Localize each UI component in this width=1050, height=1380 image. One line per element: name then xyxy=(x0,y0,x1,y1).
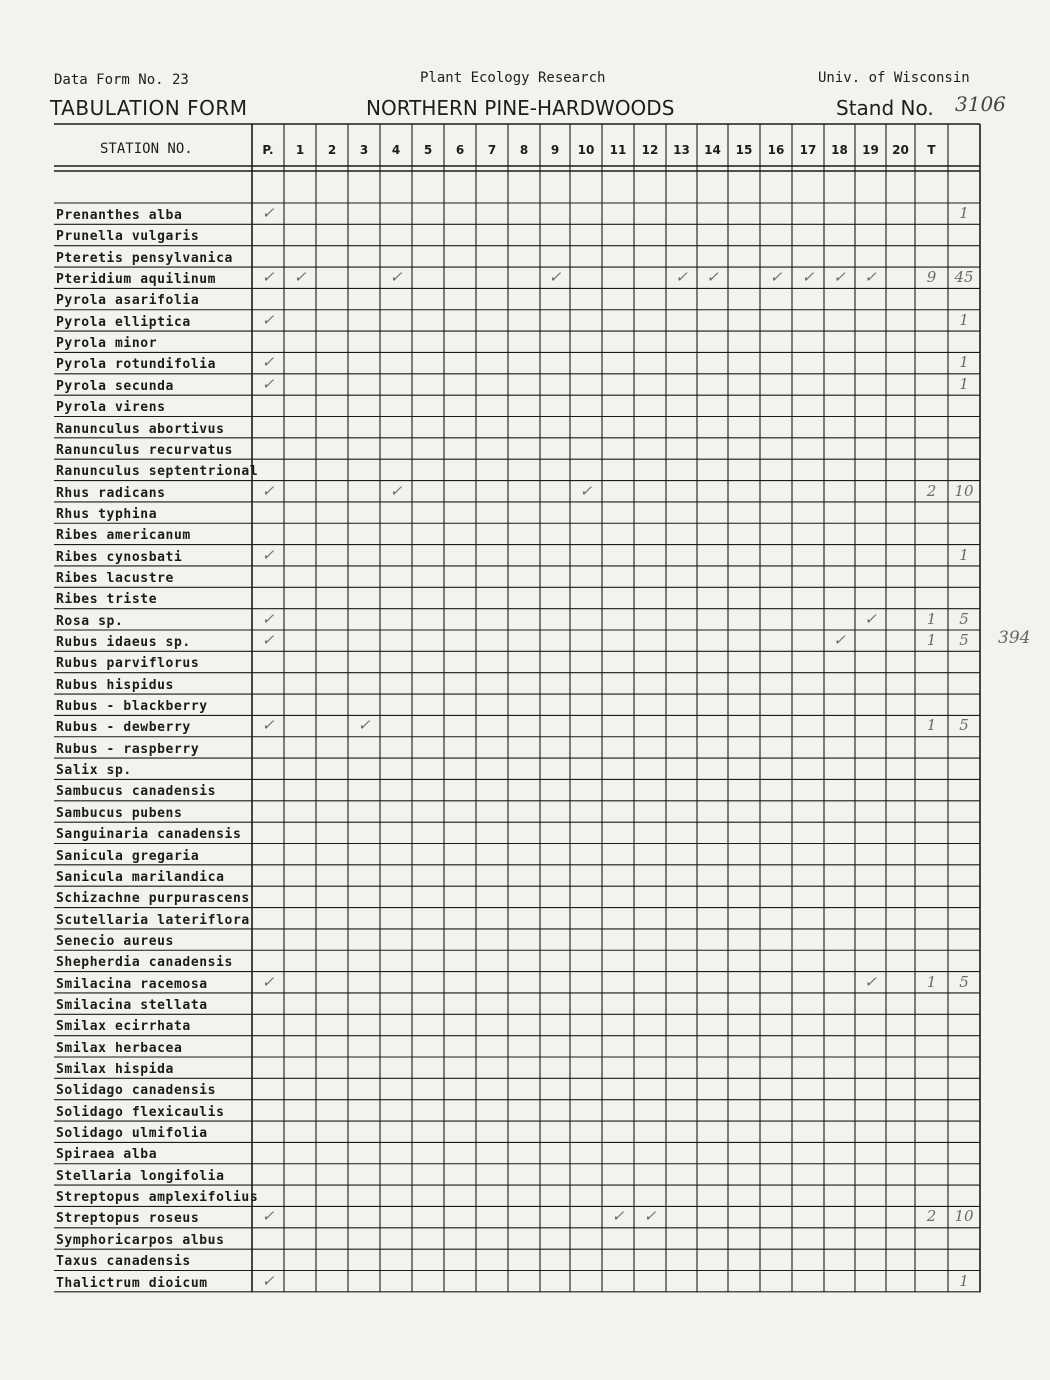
table-row xyxy=(56,886,252,907)
column-header: 2 xyxy=(327,143,337,157)
column-header: 19 xyxy=(862,143,879,157)
table-row xyxy=(56,651,252,672)
frequency-value: 10 xyxy=(954,1207,974,1226)
total-count: 1 xyxy=(926,716,937,735)
frequency-value: 5 xyxy=(959,972,969,991)
table-row xyxy=(56,331,252,352)
species-name: Pteretis pensylvanica xyxy=(56,250,233,266)
table-row xyxy=(56,438,252,459)
table-row xyxy=(56,1185,259,1206)
frequency-value: 1 xyxy=(959,310,969,329)
species-name: Symphoricarpos albus xyxy=(56,1232,225,1248)
species-name: Pyrola virens xyxy=(56,400,166,416)
table-row xyxy=(56,908,252,929)
table-row xyxy=(56,1164,252,1185)
species-name: Rubus parviflorus xyxy=(56,656,200,672)
frequency-value: 5 xyxy=(959,609,969,628)
table-row xyxy=(56,929,252,950)
table-row xyxy=(56,1228,252,1249)
table-row xyxy=(56,673,252,694)
column-header: 14 xyxy=(704,143,721,157)
table-row xyxy=(56,459,259,480)
species-name: Taxus canadensis xyxy=(56,1254,191,1270)
species-name: Rubus - dewberry xyxy=(56,720,191,736)
column-header: 5 xyxy=(423,143,433,157)
column-header: 6 xyxy=(455,143,465,157)
species-name: Rubus - raspberry xyxy=(56,741,200,757)
species-name: Smilacina stellata xyxy=(56,997,208,1013)
species-name: Spiraea alba xyxy=(56,1147,158,1163)
table-row xyxy=(56,224,252,245)
table-row xyxy=(56,587,252,608)
check-mark: ✓ xyxy=(261,310,275,329)
check-mark: ✓ xyxy=(261,631,275,649)
table-row xyxy=(56,523,252,544)
column-header: 17 xyxy=(799,143,817,157)
species-name: Scutellaria lateriflora xyxy=(56,912,250,928)
table-row xyxy=(56,545,252,566)
check-mark: ✓ xyxy=(261,1207,275,1226)
species-name: Rosa sp. xyxy=(56,613,124,629)
check-mark: ✓ xyxy=(801,268,815,287)
species-name: Pteridium aquilinum xyxy=(56,272,217,288)
institution-label: Plant Ecology Research xyxy=(420,70,606,86)
species-name: Ranunculus abortivus xyxy=(56,421,225,437)
column-header: 8 xyxy=(519,143,529,157)
check-mark: ✓ xyxy=(261,545,275,564)
column-header: 20 xyxy=(892,143,909,157)
table-row xyxy=(56,972,252,993)
stand-number-label: Stand No. xyxy=(836,96,934,120)
column-header: 1 xyxy=(295,143,305,157)
table-row xyxy=(56,630,252,651)
check-mark: ✓ xyxy=(706,268,719,287)
table-row xyxy=(56,715,252,736)
total-count: 9 xyxy=(926,268,937,287)
species-name: Sanguinaria canadensis xyxy=(56,827,242,843)
table-row xyxy=(56,758,252,779)
species-name: Sanicula gregaria xyxy=(56,848,200,864)
table-row xyxy=(56,1271,252,1292)
check-mark: ✓ xyxy=(261,204,275,222)
table-row xyxy=(56,1100,252,1121)
table-row xyxy=(56,1014,252,1035)
table-row xyxy=(56,822,252,843)
column-header: 7 xyxy=(487,143,497,157)
species-name: Pyrola elliptica xyxy=(56,314,191,330)
table-row xyxy=(56,203,252,224)
table-row xyxy=(56,417,252,438)
total-count: 1 xyxy=(926,972,937,991)
column-header: 15 xyxy=(735,143,753,157)
species-name: Rubus idaeus sp. xyxy=(56,635,191,650)
species-name: Thalictrum dioicum xyxy=(56,1275,208,1291)
species-name: Smilax hispida xyxy=(56,1062,174,1077)
table-row xyxy=(56,950,252,971)
table-row xyxy=(56,502,252,523)
species-name: Pyrola asarifolia xyxy=(56,293,200,309)
check-mark: ✓ xyxy=(864,268,877,287)
check-mark: ✓ xyxy=(833,268,846,287)
table-row xyxy=(56,310,252,331)
check-mark: ✓ xyxy=(293,268,307,287)
form-title: TABULATION FORM xyxy=(50,96,248,120)
species-name: Pyrola minor xyxy=(56,336,158,352)
frequency-value: 1 xyxy=(959,353,969,372)
column-header: P. xyxy=(262,143,274,157)
column-header: 4 xyxy=(391,143,401,157)
check-mark: ✓ xyxy=(261,972,275,991)
species-name: Ranunculus septentrional xyxy=(56,464,259,480)
table-row xyxy=(56,374,252,395)
species-name: Sambucus pubens xyxy=(56,805,183,821)
species-name: Pyrola secunda xyxy=(56,378,174,394)
table-row xyxy=(56,844,252,865)
frequency-value: 45 xyxy=(954,268,974,287)
table-row xyxy=(56,1142,252,1163)
check-mark: ✓ xyxy=(261,268,275,287)
check-mark: ✓ xyxy=(548,268,562,287)
table-row xyxy=(56,267,252,288)
species-name: Rhus typhina xyxy=(56,506,158,522)
check-mark: ✓ xyxy=(261,1271,275,1290)
check-mark: ✓ xyxy=(769,268,783,287)
check-mark: ✓ xyxy=(611,1207,625,1226)
species-name: Solidago flexicaulis xyxy=(56,1104,225,1120)
column-header: 10 xyxy=(577,143,595,157)
table-row xyxy=(56,993,252,1014)
column-header: 12 xyxy=(641,143,659,157)
table-row xyxy=(56,566,252,587)
species-name: Rubus - blackberry xyxy=(56,699,208,715)
table-row xyxy=(56,779,252,800)
total-count: 2 xyxy=(926,481,937,500)
species-name: Ranunculus recurvatus xyxy=(56,442,233,458)
table-row xyxy=(56,1121,252,1142)
check-mark: ✓ xyxy=(643,1207,657,1226)
check-mark: ✓ xyxy=(579,481,593,500)
table-row xyxy=(56,737,252,758)
species-name: Shepherdia canadensis xyxy=(56,955,233,971)
column-header: 13 xyxy=(673,143,690,157)
check-mark: ✓ xyxy=(389,268,403,287)
form-number: Data Form No. 23 xyxy=(54,72,189,88)
frequency-value: 1 xyxy=(959,1271,969,1290)
species-name: Prunella vulgaris xyxy=(56,229,200,245)
table-row xyxy=(56,1078,252,1099)
check-mark: ✓ xyxy=(864,609,877,628)
station-number-label: STATION NO. xyxy=(100,141,193,157)
column-header: 9 xyxy=(550,143,560,157)
column-header: T xyxy=(927,143,936,157)
species-name: Stellaria longifolia xyxy=(56,1168,225,1184)
table-row xyxy=(56,1206,252,1227)
check-mark: ✓ xyxy=(675,268,688,287)
species-name: Rhus radicans xyxy=(56,485,166,501)
species-name: Smilax ecirrhata xyxy=(56,1019,191,1035)
species-name: Rubus hispidus xyxy=(56,677,174,693)
species-name: Ribes lacustre xyxy=(56,570,174,586)
check-mark: ✓ xyxy=(357,716,371,735)
column-header: 18 xyxy=(831,143,848,157)
species-name: Solidago ulmifolia xyxy=(56,1126,208,1142)
total-count: 1 xyxy=(926,609,937,628)
frequency-value: 5 xyxy=(959,631,969,649)
table-row xyxy=(56,1057,252,1078)
check-mark: ✓ xyxy=(261,481,275,500)
check-mark: ✓ xyxy=(864,972,877,991)
university-label: Univ. of Wisconsin xyxy=(818,70,970,86)
column-header: 11 xyxy=(609,143,627,157)
check-mark: ✓ xyxy=(833,631,846,649)
table-row xyxy=(56,1249,252,1270)
species-name: Pyrola rotundifolia xyxy=(56,357,217,373)
frequency-value: 5 xyxy=(959,716,969,735)
table-row xyxy=(56,395,252,416)
check-mark: ✓ xyxy=(261,609,275,628)
species-name: Ribes triste xyxy=(56,592,158,608)
species-name: Streptopus roseus xyxy=(56,1211,200,1227)
species-name: Salix sp. xyxy=(56,763,132,779)
table-row xyxy=(56,694,252,715)
column-header: 16 xyxy=(767,143,785,157)
table-row xyxy=(56,609,252,630)
species-name: Smilacina racemosa xyxy=(56,976,208,992)
species-name: Ribes americanum xyxy=(56,528,191,544)
frequency-value: 1 xyxy=(959,545,969,564)
check-mark: ✓ xyxy=(261,353,275,372)
check-mark: ✓ xyxy=(389,481,403,500)
table-row xyxy=(56,1036,252,1057)
species-name: Schizachne purpurascens xyxy=(56,891,250,907)
frequency-value: 10 xyxy=(954,481,974,500)
table-row xyxy=(56,352,252,373)
stand-number-value: 3106 xyxy=(955,92,1006,116)
species-name: Ribes cynosbati xyxy=(56,549,183,565)
species-name: Smilax herbacea xyxy=(56,1040,183,1056)
table-row xyxy=(56,246,252,267)
total-count: 2 xyxy=(926,1207,937,1226)
species-name: Solidago canadensis xyxy=(56,1083,217,1099)
check-mark: ✓ xyxy=(261,716,275,735)
community-title: NORTHERN PINE-HARDWOODS xyxy=(366,96,675,120)
table-row xyxy=(56,865,252,886)
species-name: Sambucus canadensis xyxy=(56,784,217,800)
column-header: 3 xyxy=(359,143,369,157)
check-mark: ✓ xyxy=(261,374,275,393)
table-row xyxy=(56,481,252,502)
table-row xyxy=(56,801,252,822)
margin-note: 394 xyxy=(998,628,1031,648)
table-row xyxy=(56,288,252,309)
frequency-value: 1 xyxy=(959,374,969,393)
species-name: Senecio aureus xyxy=(56,933,174,949)
frequency-value: 1 xyxy=(959,204,969,222)
species-name: Prenanthes alba xyxy=(56,208,183,223)
species-name: Sanicula marilandica xyxy=(56,869,225,885)
species-name: Streptopus amplexifolius xyxy=(56,1190,259,1206)
total-count: 1 xyxy=(926,631,937,649)
